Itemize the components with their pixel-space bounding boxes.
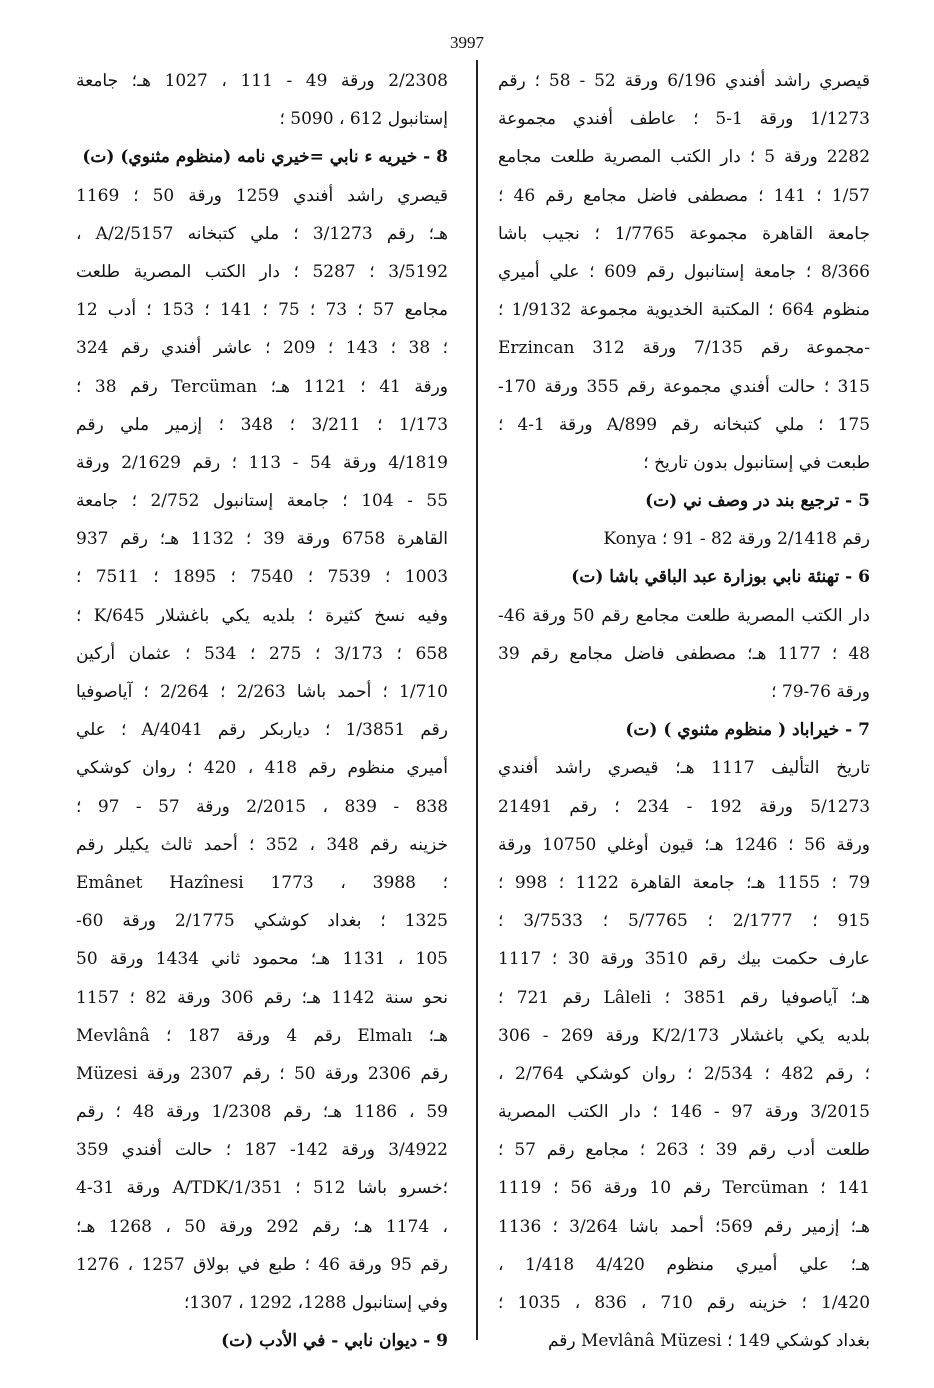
text-line: 1/57 ؛ 141 ؛ مصطفى فاضل مجامع رقم 46 ؛ — [498, 185, 870, 206]
text-line: بلديه يكي باغشلار 2/173/K ورقة 269 - 306 — [498, 1025, 870, 1046]
text-line: أميري منظوم رقم 418 ، 420 ؛ روان كوشكي — [76, 758, 448, 779]
text-line: 1003 ؛ 7539 ؛ 7540 ؛ 1895 ؛ 7511 ؛ — [76, 567, 448, 588]
text-line: 3/2015 ورقة 97 - 146 ؛ دار الكتب المصرية — [498, 1102, 870, 1123]
text-line: Erzincan مجموعة رقم 7/135 ورقة 312- — [498, 338, 870, 359]
text-line: هـ؛ إزمير رقم 569؛ أحمد باشا 3/264 ؛ 1136 — [498, 1216, 870, 1237]
text-line: رقم 95 ورقة 46 ؛ طبع في بولاق 1257 ، 1276 — [76, 1254, 448, 1275]
text-line: 1/420 ؛ خزينه رقم 710 ، 836 ، 1035 ؛ — [498, 1293, 870, 1313]
section-heading: 8 - خيريه ء نابي =خيري نامه (منظوم مثنوي) (ت) — [82, 147, 448, 168]
text-line: ورقة 76-79 ؛ — [771, 682, 870, 702]
text-line: 105 ، 1131 هـ؛ محمود ثاني 1434 ورقة 50 — [76, 949, 448, 970]
text-line: ؛ 38 ؛ 143 ؛ 209 ؛ عاشر أفندي رقم 324 — [76, 338, 448, 359]
text-line: 4/1819 ورقة 54 - 113 ؛ رقم 2/1629 ورقة — [76, 452, 448, 473]
text-line: عارف حكمت بيك رقم 3510 ورقة 30 ؛ 1117 — [498, 949, 870, 970]
text-line: 1325 ؛ بغداد كوشكي 2/1775 ورقة 60- — [76, 911, 448, 932]
text-line: هـ؛ رقم 3/1273 ؛ ملي كتبخانه 2/5157/A ، — [76, 223, 448, 244]
text-line: 315 ؛ حالت أفندي مجموعة رقم 355 ورقة 170- — [498, 376, 870, 397]
text-line: Emânet Hazînesi ؛ 3988 ، 1773 — [76, 872, 448, 893]
text-line: Müzesi رقم 2306 ورقة 50 ؛ رقم 2307 ورقة — [76, 1063, 448, 1084]
text-line: خزينه رقم 348 ، 352 ؛ أحمد ثالث يكيلر رقم — [76, 834, 448, 855]
column-divider — [476, 60, 478, 1340]
text-line: مجامع 57 ؛ 73 ؛ 75 ؛ 141 ؛ 153 ؛ أدب 12 — [76, 300, 448, 321]
text-line: 141 ؛ Tercüman رقم 10 ورقة 56 ؛ 1119 — [498, 1178, 870, 1199]
right-column — [498, 62, 870, 1360]
text-line: ، 1174 هـ؛ رقم 292 ورقة 50 ، 1268 هـ؛ — [76, 1216, 448, 1237]
page-number: 3997 — [450, 33, 484, 52]
text-line: نحو سنة 1142 هـ؛ رقم 306 ورقة 82 ؛ 1157 — [76, 987, 448, 1008]
text-line: هـ؛ Elmalı رقم 4 ورقة 187 ؛ Mevlânâ — [76, 1025, 448, 1046]
text-line: 1/173 ؛ 3/211 ؛ 348 ؛ إزمير ملي رقم — [76, 414, 448, 435]
text-line: تاريخ التأليف 1117 هـ؛ قيصري راشد أفندي — [498, 758, 870, 779]
text-line: 3/4922 ورقة 142- 187 ؛ حالت أفندي 359 — [76, 1140, 448, 1161]
text-line: 2282 ورقة 5 ؛ دار الكتب المصرية طلعت مجامع — [498, 147, 870, 168]
text-line: 175 ؛ ملي كتبخانه رقم 899/A ورقة 1-4 ؛ — [498, 414, 870, 435]
section-heading: 6 - تهنئة نابي بوزارة عبد الباقي باشا (ت) — [571, 567, 870, 588]
text-line: 915 ؛ 2/1777 ؛ 5/7765 ؛ 3/7533 ؛ — [498, 911, 870, 932]
text-line: 838 - 839 ، 2/2015 ورقة 57 - 97 ؛ — [76, 796, 448, 817]
text-line: 48 ؛ 1177 هـ؛ مصطفى فاضل مجامع رقم 39 — [498, 643, 870, 664]
text-line: قيصري راشد أفندي 6/196 ورقة 52 - 58 ؛ رقم — [498, 71, 870, 91]
text-line: منظوم 664 ؛ المكتبة الخديوية مجموعة 1/9132 ؛ — [498, 300, 870, 321]
text-line: ورقة 56 ؛ 1246 هـ؛ قيون أوغلي 10750 ورقة — [498, 834, 870, 855]
text-line: 59 ، 1186 هـ؛ رقم 1/2308 ورقة 48 ؛ رقم — [76, 1102, 448, 1123]
text-line: إستانبول 612 ، 5090 ؛ — [279, 109, 448, 130]
text-line: قيصري راشد أفندي 1259 ورقة 50 ؛ 1169 — [76, 185, 448, 206]
text-line: طبعت في إستانبول بدون تاريخ ؛ — [643, 452, 870, 473]
text-line: طلعت أدب رقم 39 ؛ 263 ؛ مجامع رقم 57 ؛ — [498, 1140, 870, 1161]
text-line: 2/2308 ورقة 49 - 111 ، 1027 هـ؛ جامعة — [76, 71, 448, 91]
section-heading: 5 - ترجيع بند در وصف ني (ت) — [645, 491, 870, 512]
text-line: 8/366 ؛ جامعة إستانبول رقم 609 ؛ علي أميري — [498, 261, 870, 282]
text-line: وفي إستانبول 1288، 1292 ، 1307؛ — [184, 1293, 448, 1313]
text-line: 79 ؛ 1155 هـ؛ جامعة القاهرة 1122 ؛ 998 ؛ — [498, 872, 870, 893]
text-line: القاهرة 6758 ورقة 39 ؛ 1132 هـ؛ رقم 937 — [76, 529, 448, 550]
text-line: 55 - 104 ؛ جامعة إستانبول 2/752 ؛ جامعة — [76, 491, 448, 512]
text-line: ورقة 41 ؛ 1121 هـ؛ Tercüman رقم 38 ؛ — [76, 376, 448, 397]
text-line: 3/5192 ؛ 5287 ؛ دار الكتب المصرية طلعت — [76, 261, 448, 282]
text-line: 1/710 ؛ أحمد باشا 2/263 ؛ 2/264 ؛ آياصوفيا — [76, 682, 448, 702]
text-line: جامعة القاهرة مجموعة 1/7765 ؛ نجيب باشا — [498, 223, 870, 244]
text-line: رقم 1/3851 ؛ دياربكر رقم 4041/A ؛ علي — [76, 720, 448, 741]
text-line: وفيه نسخ كثيرة ؛ بلديه يكي باغشلار 645/K ؛ — [76, 605, 448, 626]
text-line: 5/1273 ورقة 192 - 234 ؛ رقم 21491 — [498, 796, 870, 817]
text-line: Konya رقم 2/1418 ورقة 82 - 91 ؛ — [603, 529, 870, 550]
section-heading: 9 - ديوان نابي - في الأدب (ت) — [221, 1331, 448, 1352]
text-line: هـ؛ آياصوفيا رقم 3851 ؛ Lâleli رقم 721 ؛ — [498, 987, 870, 1008]
text-line: دار الكتب المصرية طلعت مجامع رقم 50 ورقة 46- — [498, 605, 870, 626]
left-column — [76, 62, 448, 1360]
text-line: 1/1273 ورقة 1-5 ؛ عاطف أفندي مجموعة — [498, 109, 870, 130]
text-line: هـ؛ علي أميري منظوم 4/420 1/418 ، — [498, 1254, 870, 1275]
text-line: 658 ؛ 3/173 ؛ 275 ؛ 534 ؛ عثمان أركين — [76, 643, 448, 664]
text-line: بغداد كوشكي 149 ؛ Mevlânâ Müzesi رقم — [547, 1331, 870, 1352]
text-line: ؛خسرو باشا 512 ؛ 1/351/A/TDK ورقة 31-4 — [76, 1178, 448, 1199]
section-heading: 7 - خيراباد ( منظوم مثنوي ) (ت) — [625, 720, 870, 741]
text-line: ؛ رقم 482 ؛ 2/534 ؛ روان كوشكي 2/764 ، — [498, 1063, 870, 1084]
